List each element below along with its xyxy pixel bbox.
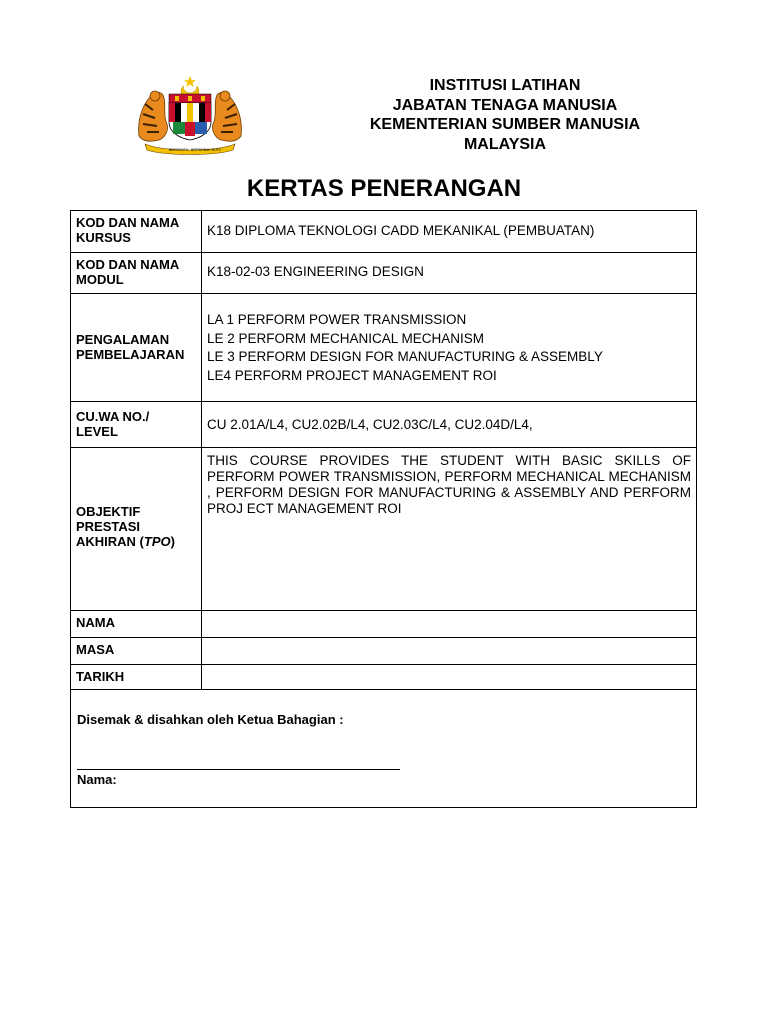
label-text: LEVEL <box>76 424 118 439</box>
value-cell <box>202 294 697 402</box>
nama-field[interactable] <box>202 611 697 638</box>
svg-text:BERSEKUTU: BERSEKUTU <box>169 148 189 152</box>
info-table <box>70 210 697 690</box>
row-nama <box>71 611 697 638</box>
module-value: K18-02-03 ENGINEERING DESIGN <box>207 264 424 279</box>
label-text: NAMA <box>76 615 115 630</box>
coat-of-arms-logo <box>133 74 247 156</box>
masa-field[interactable] <box>202 638 697 665</box>
approval-box <box>70 689 697 808</box>
label-text: PEMBELAJARAN <box>76 347 185 362</box>
value-cell <box>202 211 697 253</box>
label-text: CU.WA NO./ <box>76 409 150 424</box>
learning-item: LA 1 PERFORM POWER TRANSMISSION <box>207 312 467 327</box>
label-text: MASA <box>76 642 115 657</box>
signature-line[interactable] <box>77 769 400 770</box>
course-value: K18 DIPLOMA TEKNOLOGI CADD MEKANIKAL (PEMBUATAN) <box>207 223 595 238</box>
cuwa-value: CU 2.01A/L4, CU2.02B/L4, CU2.03C/L4, CU2.04D/L4, <box>207 417 533 432</box>
header-line: KEMENTERIAN SUMBER MANUSIA <box>369 116 641 133</box>
label-cell <box>71 253 202 294</box>
row-kursus <box>71 211 697 253</box>
approval-text: Disemak & disahkan oleh Ketua Bahagian : <box>77 712 344 727</box>
label-text: TARIKH <box>76 669 125 684</box>
label-cell <box>71 402 202 448</box>
row-pengalaman <box>71 294 697 402</box>
learning-item: LE4 PERFORM PROJECT MANAGEMENT ROI <box>207 367 497 383</box>
document-title: KERTAS PENERANGAN <box>246 175 522 202</box>
row-modul <box>71 253 697 294</box>
row-objektif <box>71 448 697 611</box>
tpo-value: THIS COURSE PROVIDES THE STUDENT WITH BASIC SKILLS OF PERFORM POWER TRANSMISSION, PERFORM MECHANICAL MECHANISM , PERFORM DESIGN FOR MANUFACTURING & ASSEMBLY AND PERFORM PROJ ECT MANAGEMENT ROI <box>207 453 691 516</box>
label-cell <box>71 448 202 611</box>
label-text: OBJEKTIF <box>76 504 141 519</box>
header-line: JABATAN TENAGA MANUSIA <box>392 96 618 114</box>
value-cell <box>202 402 697 448</box>
learning-item: LE 2 PERFORM MECHANICAL MECHANISM <box>207 330 485 346</box>
tarikh-field[interactable] <box>202 665 697 690</box>
row-tarikh <box>71 665 697 690</box>
label-cell <box>71 638 202 665</box>
label-cell <box>71 211 202 253</box>
learning-item: LE 3 PERFORM DESIGN FOR MANUFACTURING & ASSEMBLY <box>207 349 603 364</box>
label-cell <box>71 611 202 638</box>
row-cuwa <box>71 402 697 448</box>
label-cell <box>71 294 202 402</box>
svg-text:BERTAMBAH MUTU: BERTAMBAH MUTU <box>191 148 221 152</box>
header-line: MALAYSIA <box>463 135 547 153</box>
label-cell <box>71 665 202 690</box>
label-text: MODUL <box>76 272 124 287</box>
label-text: AKHIRAN (TPO) <box>76 534 175 549</box>
label-text: PENGALAMAN <box>76 332 170 347</box>
value-cell <box>202 253 697 294</box>
header-line: INSTITUSI LATIHAN <box>429 77 581 94</box>
label-text: KOD DAN NAMA <box>76 215 180 230</box>
label-text: PRESTASI <box>76 519 141 534</box>
label-text: KOD DAN NAMA <box>76 257 180 272</box>
label-text: KURSUS <box>76 230 131 245</box>
value-cell <box>202 448 697 611</box>
signature-name-label: Nama: <box>77 772 117 787</box>
institution-header <box>330 76 680 154</box>
row-masa <box>71 638 697 665</box>
